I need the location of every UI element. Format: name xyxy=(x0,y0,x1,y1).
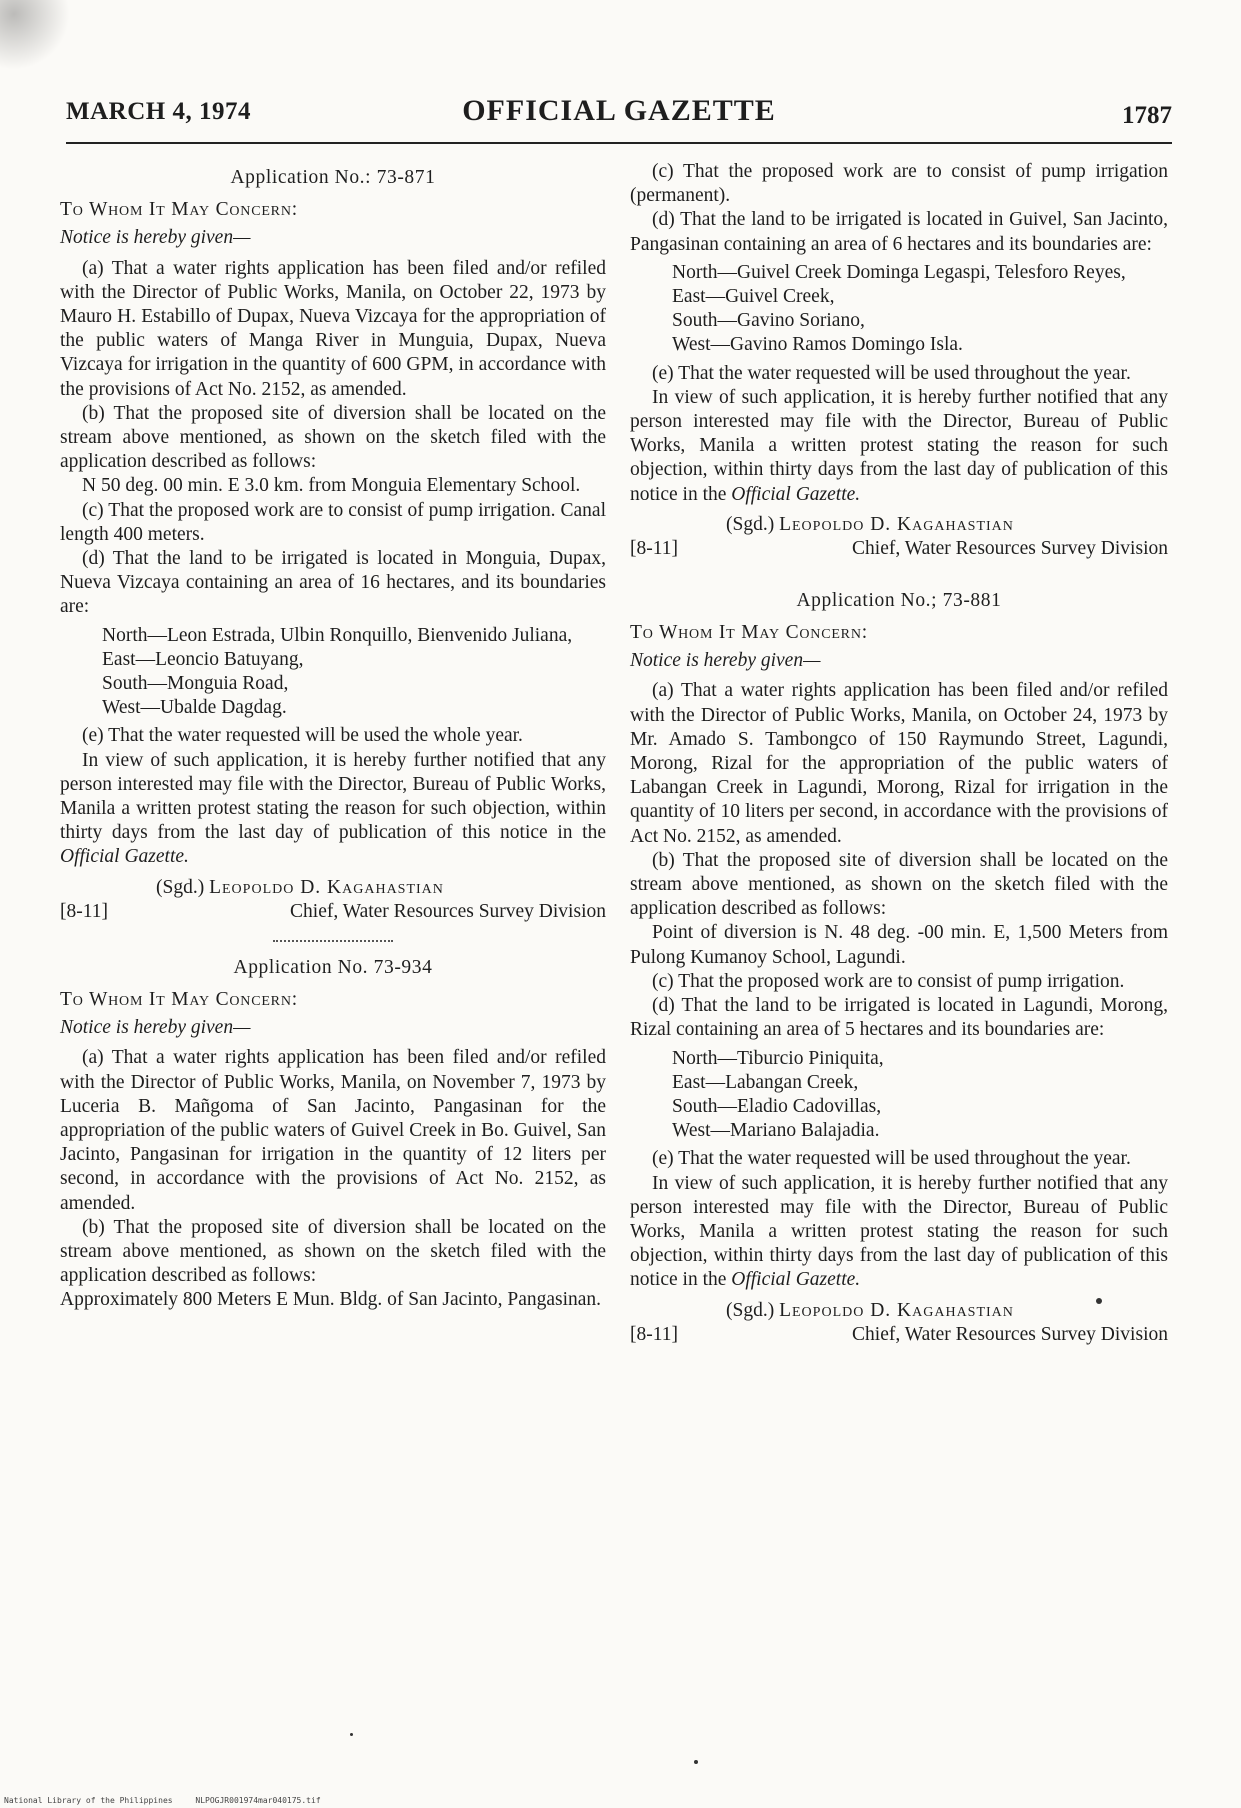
application-title: Application No.: 73-871 xyxy=(230,167,436,188)
paragraph-a: (a) That a water rights application has been filed and/or refiled with the Director of Public Works, Manila, on October 24, 1973 by Mr. Amado S. Tambongco of 150 Raymundo Street, Lagundi, Morong, Rizal for the appropriation of the public waters of Labangan Creek in Lagundi, Morong, Rizal for irrigation in the quantity of 10 liters per second, in accordance with the provisions of Act No. 2152, as amended. xyxy=(630,680,1168,847)
boundaries-list xyxy=(60,624,606,721)
header-rule xyxy=(66,142,1172,144)
signer-name: Leopoldo D. Kagahastian xyxy=(779,1299,1014,1321)
library-credit: National Library of the Philippines xyxy=(4,1796,173,1805)
protest-paragraph xyxy=(60,749,606,870)
protest-text: In view of such application, it is hereby further notified that any person interested may file with the Director, Bureau of Public Works, Manila a written protest stating the reason for such objection, within thirty days from the last day of publication of this notice in the xyxy=(60,749,606,844)
boundaries-list xyxy=(630,1047,1168,1144)
publication-title: OFFICIAL GAZETTE xyxy=(462,94,776,127)
boundary-south: South—Gavino Soriano, xyxy=(672,310,865,332)
scan-footer xyxy=(4,1796,339,1805)
signature-block xyxy=(630,1299,1168,1349)
notice-intro: Notice is hereby given— xyxy=(60,1017,251,1039)
signer-role: Chief, Water Resources Survey Division xyxy=(290,900,606,922)
boundaries-list xyxy=(630,261,1168,358)
paragraph-a: (a) That a water rights application has been filed and/or refiled with the Director of Public Works, Manila, on October 22, 1973 by Mauro H. Estabillo of Dupax, Nueva Vizcaya for the appropriation of the public waters of Manga River in Munguia, Dupax, Nueva Vizcaya for irrigation in the quantity of 600 GPM, in accordance with the provisions of Act No. 2152, as amended. xyxy=(60,257,606,400)
ink-speck xyxy=(694,1760,698,1764)
paragraph-b: (b) That the proposed site of diversion shall be located on the stream above mentioned, as shown on the sketch filed with the application described as follows: xyxy=(60,1216,606,1287)
signer-line xyxy=(726,513,1014,537)
boundary-east: East—Labangan Creek, xyxy=(672,1071,859,1093)
gazette-reference: Official Gazette. xyxy=(731,1269,861,1291)
salutation: To Whom It May Concern: xyxy=(630,622,868,644)
signer-name: Leopoldo D. Kagahastian xyxy=(209,876,444,898)
paragraph-e: (e) That the water requested will be used throughout the year. xyxy=(652,362,1131,384)
boundary-east: East—Guivel Creek, xyxy=(672,286,835,308)
paragraph-b: (b) That the proposed site of diversion shall be located on the stream above mentioned, as shown on the sketch filed with the application described as follows: xyxy=(60,402,606,473)
page-header xyxy=(66,94,1172,138)
notice-intro: Notice is hereby given— xyxy=(630,650,821,672)
paragraph-c: (c) That the proposed work are to consist of pump irrigation. Canal length 400 meters. xyxy=(60,499,606,545)
signer-role: Chief, Water Resources Survey Division xyxy=(852,537,1168,559)
boundary-north: North—Guivel Creek Dominga Legaspi, Telesforo Reyes, xyxy=(672,261,1126,283)
scan-noise xyxy=(0,0,70,70)
protest-text: In view of such application, it is hereby further notified that any person interested may file with the Director, Bureau of Public Works, Manila a written protest stating the reason for such objection, within thirty days from the last day of publication of this notice in the xyxy=(630,386,1168,505)
salutation: To Whom It May Concern: xyxy=(60,988,298,1010)
paragraph-a: (a) That a water rights application has been filed and/or refiled with the Director of Public Works, Manila, on November 7, 1973 by Luceria B. Mañgoma of San Jacinto, Pangasinan for the appropriation of the public waters of Guivel Creek in Bo. Guivel, San Jacinto, Pangasinan for irrigation in the quantity of 12 liters per second, in accordance with the provisions of Act No. 2152, as amended. xyxy=(60,1047,606,1214)
signature-block xyxy=(60,876,606,926)
sgd-mark: (Sgd.) xyxy=(726,1299,775,1321)
signer-role: Chief, Water Resources Survey Division xyxy=(852,1323,1168,1345)
diversion-location: Point of diversion is N. 48 deg. -00 min. E, 1,500 Meters from Pulong Kumanoy School, Lagundi. xyxy=(630,922,1168,968)
diversion-location: Approximately 800 Meters E Mun. Bldg. of San Jacinto, Pangasinan. xyxy=(60,1289,602,1311)
paragraph-c: (c) That the proposed work are to consist of pump irrigation. xyxy=(652,970,1125,992)
paragraph-e: (e) That the water requested will be used throughout the year. xyxy=(652,1148,1131,1170)
signer-line xyxy=(726,1299,1014,1323)
protest-paragraph xyxy=(630,386,1168,507)
issue-code: [8-11] xyxy=(60,900,109,922)
protest-text: In view of such application, it is hereby further notified that any person interested may file with the Director, Bureau of Public Works, Manila a written protest stating the reason for such objection, within thirty days from the last day of publication of this notice in the xyxy=(630,1172,1168,1291)
gazette-reference: Official Gazette. xyxy=(731,483,861,505)
signer-name: Leopoldo D. Kagahastian xyxy=(779,513,1014,535)
boundary-east: East—Leoncio Batuyang, xyxy=(102,648,304,670)
signer-line xyxy=(156,876,444,900)
boundary-south: South—Monguia Road, xyxy=(102,673,289,695)
application-title: Application No. 73-934 xyxy=(233,956,433,978)
scan-filename: NLPOGJR001974mar040175.tif xyxy=(195,1796,321,1805)
section-divider xyxy=(273,940,393,942)
left-column xyxy=(60,160,606,1313)
paragraph-c: (c) That the proposed work are to consist of pump irrigation (permanent). xyxy=(630,161,1168,207)
gazette-reference: Official Gazette. xyxy=(60,846,189,868)
notice-73-881 xyxy=(630,589,1168,1349)
boundary-west: West—Ubalde Dagdag. xyxy=(102,697,287,719)
boundary-south: South—Eladio Cadovillas, xyxy=(672,1095,882,1117)
paragraph-e: (e) That the water requested will be used the whole year. xyxy=(82,725,523,747)
diversion-location: N 50 deg. 00 min. E 3.0 km. from Monguia Elementary School. xyxy=(82,475,581,497)
paragraph-d: (d) That the land to be irrigated is located in Guivel, San Jacinto, Pangasinan containing an area of 6 hectares and its boundaries are: xyxy=(630,209,1168,255)
page-number: 1787 xyxy=(1122,102,1172,129)
issue-code: [8-11] xyxy=(630,1323,679,1345)
ink-speck xyxy=(350,1733,353,1736)
notice-intro: Notice is hereby given— xyxy=(60,227,251,249)
application-title: Application No.; 73-881 xyxy=(796,589,1002,611)
boundary-north: North—Tiburcio Piniquita, xyxy=(672,1047,884,1069)
right-column xyxy=(630,160,1168,1353)
ink-speck xyxy=(1096,1298,1102,1304)
issue-code: [8-11] xyxy=(630,537,679,559)
issue-date: MARCH 4, 1974 xyxy=(66,98,251,125)
paragraph-d: (d) That the land to be irrigated is located in Lagundi, Morong, Rizal containing an area of 5 hectares and its boundaries are: xyxy=(630,995,1168,1041)
notice-73-934 xyxy=(60,956,606,1313)
paragraph-b: (b) That the proposed site of diversion shall be located on the stream above mentioned, as shown on the sketch filed with the application described as follows: xyxy=(630,849,1168,920)
boundary-west: West—Gavino Ramos Domingo Isla. xyxy=(672,334,963,356)
sgd-mark: (Sgd.) xyxy=(156,876,205,898)
section-spacer xyxy=(630,567,1168,583)
protest-paragraph xyxy=(630,1172,1168,1293)
paragraph-d: (d) That the land to be irrigated is located in Monguia, Dupax, Nueva Vizcaya containing an area of 16 hectares, and its boundaries are: xyxy=(60,548,606,618)
boundary-north: North—Leon Estrada, Ulbin Ronquillo, Bienvenido Juliana, xyxy=(102,624,573,646)
salutation: To Whom It May Concern: xyxy=(60,199,298,221)
sgd-mark: (Sgd.) xyxy=(726,513,775,535)
notice-73-934-continued xyxy=(630,160,1168,563)
notice-73-871 xyxy=(60,166,606,926)
boundary-west: West—Mariano Balajadia. xyxy=(672,1120,880,1142)
signature-block xyxy=(630,513,1168,563)
